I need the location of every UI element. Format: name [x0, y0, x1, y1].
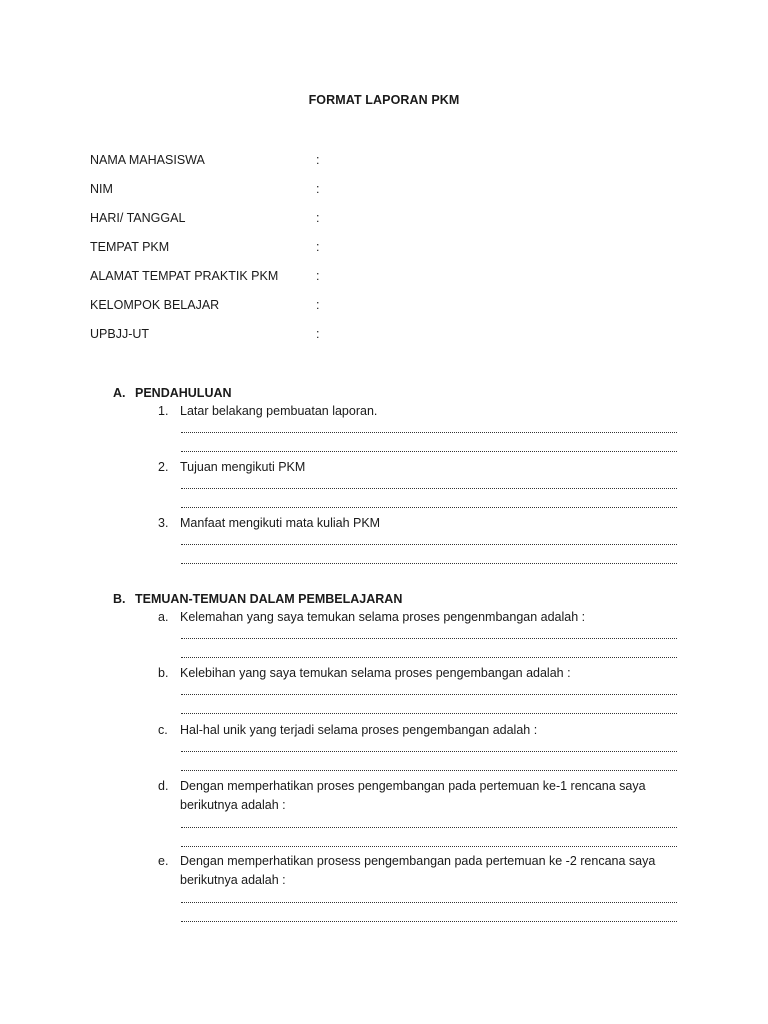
field-label: HARI/ TANGGAL — [90, 211, 186, 225]
blank-answer-line — [181, 657, 677, 658]
list-item-text: Kelebihan yang saya temukan selama proses pengembangan adalah : — [180, 666, 571, 680]
field-label: NIM — [90, 182, 113, 196]
section-title: TEMUAN-TEMUAN DALAM PEMBELAJARAN — [135, 592, 403, 606]
list-marker: a. — [158, 610, 169, 624]
list-marker: b. — [158, 666, 169, 680]
list-marker: 1. — [158, 404, 169, 418]
list-item-text: Latar belakang pembuatan laporan. — [180, 404, 378, 418]
list-marker: e. — [158, 854, 169, 868]
list-item-text: Dengan memperhatikan proses pengembangan pada pertemuan ke-1 rencana saya berikutnya adalah : — [180, 779, 646, 812]
blank-answer-line — [181, 563, 677, 564]
field-label: NAMA MAHASISWA — [90, 153, 205, 167]
section-heading-b — [113, 590, 402, 608]
section-heading-a — [113, 384, 232, 402]
blank-answer-line — [181, 921, 677, 922]
field-colon: : — [316, 211, 320, 225]
field-label: ALAMAT TEMPAT PRAKTIK PKM — [90, 269, 279, 283]
list-marker: 2. — [158, 460, 169, 474]
field-colon: : — [316, 327, 320, 341]
blank-answer-line — [181, 827, 677, 828]
list-marker: d. — [158, 779, 169, 793]
field-colon: : — [316, 240, 320, 254]
field-colon: : — [316, 298, 320, 312]
blank-answer-line — [181, 451, 677, 452]
list-item-text: Dengan memperhatikan prosess pengembangan pada pertemuan ke -2 rencana saya berikutnya adalah : — [180, 854, 656, 887]
section-title: PENDAHULUAN — [135, 386, 232, 400]
field-label: UPBJJ-UT — [90, 327, 150, 341]
section-letter: A. — [113, 386, 126, 400]
field-colon: : — [316, 153, 320, 167]
blank-answer-line — [181, 846, 677, 847]
list-marker: 3. — [158, 516, 169, 530]
blank-answer-line — [181, 544, 677, 545]
list-item-text: Tujuan mengikuti PKM — [180, 460, 306, 474]
blank-answer-line — [181, 488, 677, 489]
field-colon: : — [316, 269, 320, 283]
list-marker: c. — [158, 723, 168, 737]
field-label: TEMPAT PKM — [90, 240, 170, 254]
list-item-text: Manfaat mengikuti mata kuliah PKM — [180, 516, 381, 530]
field-label: KELOMPOK BELAJAR — [90, 298, 220, 312]
blank-answer-line — [181, 751, 677, 752]
blank-answer-line — [181, 694, 677, 695]
list-item-text: Kelemahan yang saya temukan selama proses pengenmbangan adalah : — [180, 610, 586, 624]
field-colon: : — [316, 182, 320, 196]
blank-answer-line — [181, 902, 677, 903]
list-item-text: Hal-hal unik yang terjadi selama proses pengembangan adalah : — [180, 723, 538, 737]
blank-answer-line — [181, 713, 677, 714]
blank-answer-line — [181, 432, 677, 433]
blank-answer-line — [181, 770, 677, 771]
blank-answer-line — [181, 507, 677, 508]
document-title: FORMAT LAPORAN PKM — [308, 93, 460, 107]
blank-answer-line — [181, 638, 677, 639]
section-letter: B. — [113, 592, 126, 606]
